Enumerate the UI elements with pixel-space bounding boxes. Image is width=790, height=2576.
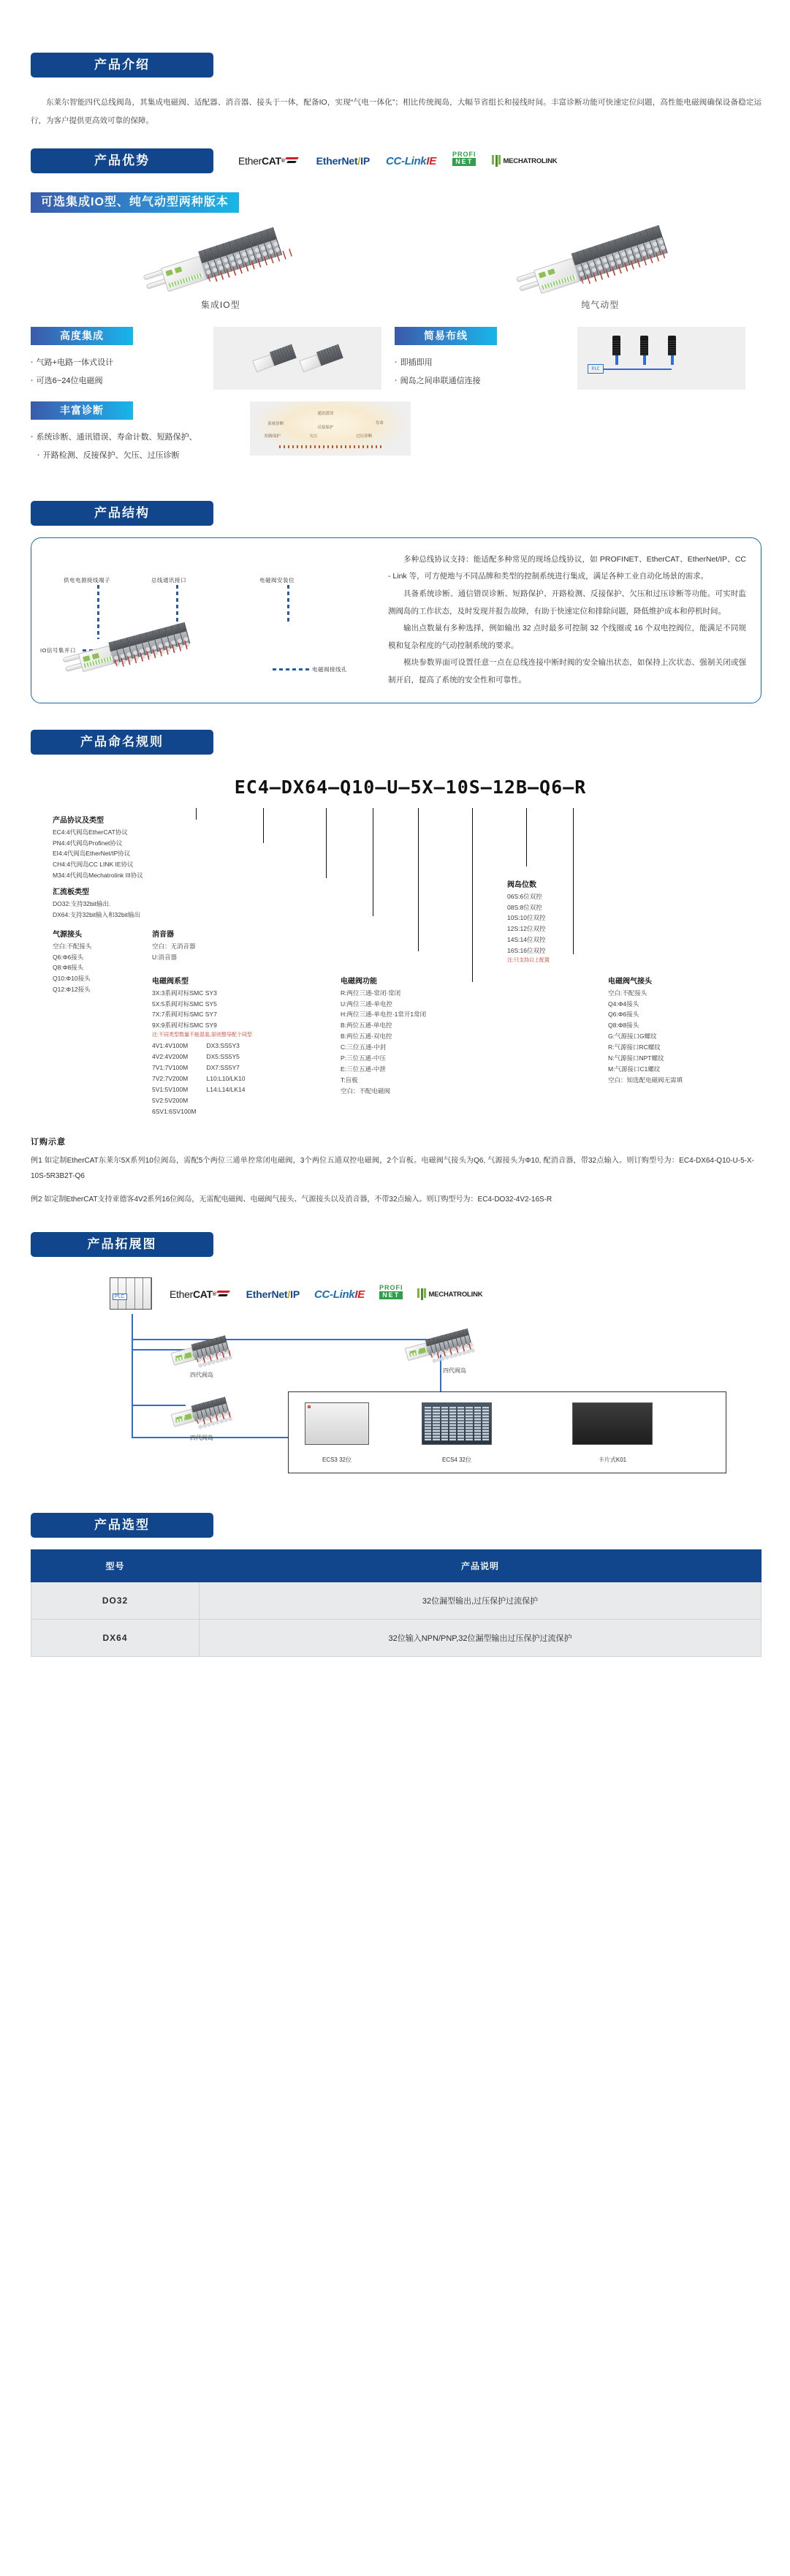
- naming-column-manifold-type: [53, 885, 140, 921]
- section-title-advantage: 产品优势: [31, 148, 213, 173]
- structure-label-valve-wire-hole: 电磁阀接线孔: [312, 665, 347, 673]
- topology-node-3: [171, 1393, 228, 1442]
- diagnostic-label: 反接保护: [317, 426, 334, 431]
- table-cell-description: 32位漏型输出,过压保护过流保护: [200, 1582, 761, 1620]
- structure-content-box: [31, 537, 761, 703]
- naming-line: DO32:支持32bit输出.: [53, 899, 111, 907]
- naming-column-title: 气源接头: [53, 930, 82, 939]
- intro-paragraph: 东莱尔智能四代总线阀岛，其集成电磁阀、适配器、消音器、接头于一体，配备IO，实现“气电一体化”；相比传统阀岛，大幅节省组长和接线时间。丰富诊断功能可快速定位问题，高性能电磁阀确保设备稳定运行，为客户提供更高效可靠的保障。: [31, 98, 761, 125]
- naming-line: P:三位五通-中压: [341, 1054, 386, 1062]
- naming-note: 注:只支持以上配置: [507, 957, 550, 963]
- diagnostic-label: 系统诊断: [267, 421, 284, 426]
- mechatrolink-logo: MECHATROLINK: [417, 1285, 482, 1304]
- naming-line: C:三位五通-中封: [341, 1043, 387, 1051]
- version-caption: 集成IO型: [200, 300, 240, 311]
- diagnostic-label: 欠压: [309, 434, 318, 439]
- feature-card-diagnostics: [31, 401, 411, 464]
- naming-line: 空白：知选配电磁阀无需填: [608, 1076, 683, 1084]
- structure-paragraph: 多种总线协议支持：能适配多种常见的现场总线协议，如 PROFINET、EtherCAT、EtherNet/IP、CC - Link 等，可方便地与不同品牌和类型的控制系统进行集成，满足各种工业自动化场景的需求。: [388, 554, 746, 581]
- structure-text-block: [384, 551, 746, 690]
- feature-bullet: · 气路+电路一体式设计: [31, 354, 213, 371]
- naming-line: DX64:支持32bit输入和32bit输出: [53, 910, 140, 918]
- version-banner: 可选集成IO型、纯气动型两种版本: [31, 192, 239, 213]
- naming-line: 空白：无消音器: [152, 942, 196, 950]
- naming-line: 5V1:5V100M: [152, 1085, 189, 1093]
- naming-line: E:三位五通-中泄: [341, 1065, 386, 1073]
- naming-line: CH4:4代阀岛CC LINK IE协议: [53, 861, 134, 869]
- structure-paragraph: 模块参数界面可设置任意一点在总线连接中断时阀的安全输出状态，如保持上次状态、强制关闭或强制开启，提高了系统的安全性和可靠性。: [388, 658, 746, 685]
- naming-column-title: 消音器: [152, 930, 174, 939]
- feature-cards-section: [0, 311, 790, 464]
- feature-bullet: · 阀岛之间串联通信连接: [395, 372, 577, 390]
- naming-column-valve-series: [152, 975, 252, 1117]
- section-title-structure: 产品结构: [31, 501, 213, 526]
- topology-section: [0, 1207, 790, 1488]
- naming-line: Q12:Φ12接头: [53, 986, 91, 994]
- version-item-pneumatic: [447, 224, 753, 311]
- naming-line: 7V1:7V100M: [152, 1064, 189, 1072]
- naming-line: T:盲板: [341, 1076, 358, 1084]
- structure-paragraph: 输出点数量有多种选择，例如输出 32 点时最多可控制 32 个线圈或 16 个双电控阀位，能满足不同规模和复杂程度的气动控制系统的要求。: [388, 624, 746, 650]
- topology-node-1: [171, 1332, 228, 1379]
- naming-column-title: 产品协议及类型: [53, 816, 104, 825]
- naming-line: EC4:4代阀岛EtherCAT协议: [53, 828, 128, 836]
- feature-image-diagnostics: [250, 401, 411, 456]
- feature-bullet: · 开路检测、反接保护、欠压、过压诊断: [31, 447, 250, 464]
- mechatrolink-logo: MECHATROLINK: [492, 151, 557, 170]
- naming-line: 7X:7系阀对标SMC SY7: [152, 1011, 217, 1019]
- ordering-example-section: [0, 1136, 790, 1208]
- naming-column-air-fitting: [53, 928, 91, 995]
- module-card-k01: [572, 1402, 653, 1445]
- advantage-section: [0, 129, 790, 173]
- bus-trunk-line: [132, 1314, 133, 1437]
- feature-card-wiring: [395, 327, 745, 390]
- naming-line: L10:L10/LK10: [206, 1075, 246, 1083]
- module-ecs4: [422, 1402, 492, 1445]
- table-cell-model: DX64: [31, 1620, 200, 1657]
- naming-line: Q4:Φ4接头: [608, 1000, 639, 1008]
- table-row: [31, 1620, 761, 1657]
- module-ecs3: [305, 1402, 369, 1445]
- table-header-row: [31, 1550, 761, 1582]
- profinet-logo: PROFI NET: [379, 1284, 403, 1299]
- selection-table: [31, 1549, 761, 1657]
- naming-section: [0, 703, 790, 1122]
- naming-column-valve-function: [341, 975, 426, 1097]
- ordering-paragraph: 例2 如定制EtherCAT支持亚德客4V2系列16位阀岛，无需配电磁阀、电磁阀气接头、气源接头以及消音器，不带32点输入。则订购型号为：EC4-DO32-4V2-16S-R: [31, 1195, 552, 1204]
- feature-bullet: · 系统诊断、通讯错误、寿命计数、短路保护、: [31, 428, 250, 446]
- naming-line: U:消音器: [152, 953, 178, 961]
- section-title-intro: 产品介绍: [31, 53, 213, 78]
- naming-line: DX7:SS5Y7: [206, 1064, 240, 1072]
- diagnostic-label: 通讯错误: [317, 412, 334, 417]
- plc-label: PLC: [113, 1293, 127, 1300]
- naming-note: 注:不同类型数量不能混装,原则整导配个同型: [152, 1032, 252, 1038]
- module-rack: [288, 1391, 726, 1473]
- naming-column-title: 汇流板类型: [53, 888, 89, 896]
- section-title-selection: 产品选型: [31, 1513, 213, 1538]
- feature-bullet: · 可选6~24位电磁阀: [31, 372, 213, 390]
- feature-card-title: 简易布线: [395, 327, 497, 345]
- naming-line: 空白:不配接头: [53, 942, 92, 950]
- structure-label-io-port: IO信号集并口: [40, 646, 76, 654]
- naming-line: U:两位三通-单电控: [341, 1000, 392, 1008]
- intro-section: [0, 0, 790, 129]
- diagnostic-label: 过压诊断: [356, 434, 373, 439]
- structure-label-valve-slot: 电磁阀安装位: [259, 576, 295, 583]
- naming-line: L14:L14/LK14: [206, 1085, 246, 1093]
- naming-legend-grid: [31, 808, 761, 1122]
- topology-node-caption: 四代阀岛: [190, 1435, 213, 1442]
- naming-line: 10S:10位双控: [507, 914, 546, 922]
- table-header-model: 型号: [31, 1550, 200, 1582]
- protocol-logo-strip: [238, 151, 557, 170]
- ethernetip-logo: EtherNet / IP: [246, 1288, 300, 1301]
- feature-bullet: · 即插即用: [395, 354, 577, 371]
- diagnostic-label: 短路保护: [264, 434, 281, 439]
- naming-line: DX3:SS5Y3: [206, 1042, 240, 1050]
- table-cell-description: 32位输入NPN/PNP,32位漏型输出过压保护过流保护: [200, 1620, 761, 1657]
- topology-node-2: [405, 1326, 471, 1375]
- naming-line: H:两位三通-单电控·1常开1常闭: [341, 1011, 427, 1019]
- structure-paragraph: 具备系统诊断、通信错误诊断、短路保护、开路检测、反接保护、欠压和过压诊断等功能。可实时监测阀岛的工作状态，及时发现并报告故障，有助于快速定位和排除问题，降低维护成本和停机时间。: [388, 589, 746, 616]
- version-product-list: [31, 224, 790, 311]
- naming-column-silencer: [152, 928, 196, 963]
- naming-line: 5X:5系阀对标SMC SY5: [152, 1000, 217, 1008]
- version-item-integrated-io: [67, 224, 374, 311]
- naming-column-title: 电磁阀系型: [152, 977, 189, 986]
- naming-line: 06S:6位双控: [507, 892, 542, 900]
- naming-line: Q10:Φ10接头: [53, 975, 91, 983]
- feature-card-title: 高度集成: [31, 327, 133, 345]
- structure-label-power-terminal: 供电电源接线端子: [64, 576, 110, 583]
- profinet-logo: PROFI NET: [452, 151, 476, 166]
- valve-island-image-pneumatic: [447, 224, 753, 294]
- topology-diagram: [31, 1269, 761, 1488]
- rack-item-caption: ECS3 32位: [322, 1457, 352, 1464]
- topology-node-caption: 四代阀岛: [190, 1372, 213, 1379]
- naming-column-title: 电磁阀气接头: [608, 977, 652, 986]
- naming-line: Q8:Φ8接头: [608, 1021, 639, 1030]
- naming-line: B:两位五通-单电控: [341, 1021, 392, 1030]
- feature-card-row-2: [31, 401, 790, 464]
- naming-line: G:气源接口G螺纹: [608, 1032, 657, 1040]
- structure-device-image: [78, 622, 189, 673]
- naming-line: 16S:16位双控: [507, 947, 546, 955]
- naming-line: 08S:8位双控: [507, 903, 542, 911]
- rack-item-caption: ECS4 32位: [441, 1457, 472, 1464]
- model-code-string: EC4–DX64–Q10–U–5X–10S–12B–Q6–R: [234, 776, 587, 798]
- naming-line: 4V2:4V200M: [152, 1053, 189, 1061]
- selection-section: [0, 1488, 790, 1657]
- diagnostic-label: 寿命: [375, 420, 384, 426]
- table-row: [31, 1582, 761, 1620]
- feature-card-row-1: [31, 327, 790, 390]
- feature-card-integration: [31, 327, 381, 390]
- naming-line: Q6:Φ6接头: [53, 953, 84, 961]
- naming-line: 7V2:7V200M: [152, 1075, 189, 1083]
- naming-line: 3X:3系阀对标SMC SY3: [152, 989, 217, 997]
- naming-column-station-count: [507, 878, 550, 964]
- structure-label-bus-port: 总线通讯接口: [151, 576, 186, 583]
- topology-protocol-logos: [170, 1285, 482, 1304]
- feature-image-integration: [213, 327, 381, 390]
- naming-line: DX5:SS5Y5: [206, 1053, 240, 1061]
- version-section: [0, 173, 790, 311]
- naming-line: EI4:4代阀岛EtherNet/IP协议: [53, 850, 131, 858]
- valve-island-image-io: [67, 224, 374, 294]
- naming-line: 4V1:4V100M: [152, 1042, 189, 1050]
- ethernetip-logo: EtherNet / IP: [316, 155, 370, 167]
- version-caption: 纯气动型: [581, 300, 620, 311]
- ordering-title: 订购示意: [31, 1137, 66, 1147]
- ethercat-logo: Ether CAT ®: [238, 151, 300, 170]
- naming-line: M34:4代阀岛Mechatrolink III协议: [53, 872, 143, 880]
- feature-image-wiring: [577, 327, 745, 390]
- naming-column-title: 电磁阀功能: [341, 977, 377, 986]
- naming-line: 5V2:5V200M: [152, 1096, 189, 1104]
- naming-line: M:气源接口C1螺纹: [608, 1065, 661, 1073]
- naming-line: 6SV1:6SV100M: [152, 1107, 197, 1115]
- ethercat-logo: Ether CAT ®: [170, 1285, 232, 1304]
- naming-column-protocol-type: [53, 814, 143, 881]
- cclink-ie-logo: CC-Link IE: [385, 154, 436, 167]
- ordering-paragraph: 例1 如定制EtherCAT东莱尔5X系列10位阀岛，需配5个两位三通单控常闭电磁阀，3个两位五通双控电磁阀，2个盲板。电磁阀气接头为Q6, 气源接头为Φ10, 配消音器，带32点输入。则订购型号为：EC4-DX64-Q10-U-5-X-10S-5R3B2T-Q6: [31, 1156, 754, 1181]
- plc-label-icon: PLC: [588, 364, 604, 374]
- naming-line: 空白：不配电磁阀: [341, 1087, 391, 1095]
- naming-line: PN4:4代阀岛Profinet协议: [53, 839, 123, 847]
- structure-diagram: [40, 551, 384, 690]
- naming-line: N:气源接口NPT螺纹: [608, 1054, 664, 1062]
- table-cell-model: DO32: [31, 1582, 200, 1620]
- naming-line: 12S:12位双控: [507, 925, 546, 933]
- table-header-description: 产品说明: [200, 1550, 761, 1582]
- section-title-naming: 产品命名规则: [31, 730, 213, 755]
- naming-line: R:两位三通-常闭·常闭: [341, 989, 401, 997]
- naming-line: B:两位五通-双电控: [341, 1032, 392, 1040]
- naming-column-valve-air-fitting: [608, 975, 683, 1086]
- naming-line: Q8:Φ8接头: [53, 964, 84, 972]
- topology-node-caption: 四代阀岛: [443, 1367, 466, 1375]
- naming-line: R:气源接口RC螺纹: [608, 1043, 661, 1051]
- naming-line: 空白:不配接头: [608, 989, 647, 997]
- naming-line: Q6:Φ6接头: [608, 1011, 639, 1019]
- naming-line: 9X:9系阀对标SMC SY9: [152, 1021, 217, 1030]
- rack-item-caption: 卡片式K01: [598, 1457, 627, 1464]
- feature-card-title: 丰富诊断: [31, 401, 133, 420]
- section-title-topology: 产品拓展图: [31, 1232, 213, 1257]
- naming-column-title: 阀岛位数: [507, 880, 536, 889]
- cclink-ie-logo: CC-Link IE: [314, 1288, 365, 1301]
- structure-section: [0, 476, 790, 703]
- naming-line: 14S:14位双控: [507, 936, 546, 944]
